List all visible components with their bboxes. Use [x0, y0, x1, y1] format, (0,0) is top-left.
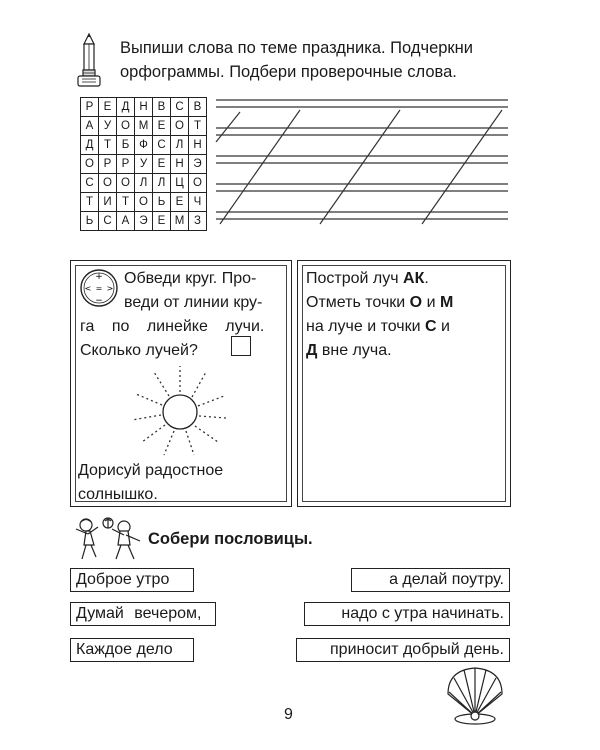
- writing-lines: [210, 92, 510, 242]
- letter-grid-row: [81, 155, 207, 174]
- ray-task-line3: на луче и точки С и: [306, 318, 450, 335]
- letter-grid-cell[interactable]: Т: [189, 117, 207, 136]
- letter-grid-cell[interactable]: Н: [189, 136, 207, 155]
- letter-grid-cell[interactable]: З: [189, 212, 207, 231]
- proverb-card-left-3[interactable]: Каждое дело: [70, 638, 194, 662]
- letter-grid-cell[interactable]: Е: [171, 193, 189, 212]
- letter-grid-cell[interactable]: Т: [99, 136, 117, 155]
- letter-grid-cell[interactable]: У: [99, 117, 117, 136]
- letter-grid-cell[interactable]: М: [171, 212, 189, 231]
- letter-grid-cell[interactable]: Л: [153, 174, 171, 193]
- letter-grid-cell[interactable]: А: [81, 117, 99, 136]
- letter-grid-cell[interactable]: Е: [153, 212, 171, 231]
- letter-grid-cell[interactable]: Е: [153, 117, 171, 136]
- svg-text:−: −: [95, 296, 103, 306]
- letter-grid-cell[interactable]: С: [81, 174, 99, 193]
- task1-instructions: [120, 36, 530, 84]
- letter-grid-cell[interactable]: Н: [135, 98, 153, 117]
- proverb-card-right-2[interactable]: надо с утра начинать.: [304, 602, 510, 626]
- children-playing-icon: [72, 515, 144, 570]
- letter-grid-cell[interactable]: О: [171, 117, 189, 136]
- letter-grid-row: [81, 136, 207, 155]
- circle-task-line2: веди от линии кру-: [124, 294, 263, 311]
- letter-grid-row: [81, 212, 207, 231]
- compass-icon: [79, 268, 119, 313]
- ray-task-line4: Д вне луча.: [306, 342, 392, 359]
- letter-grid-cell[interactable]: О: [81, 155, 99, 174]
- letter-grid-cell[interactable]: А: [117, 212, 135, 231]
- letter-grid-cell[interactable]: С: [153, 136, 171, 155]
- letter-grid-cell[interactable]: С: [99, 212, 117, 231]
- sun-icon: [120, 360, 230, 463]
- letter-grid-cell[interactable]: Б: [117, 136, 135, 155]
- letter-grid-cell[interactable]: В: [189, 98, 207, 117]
- letter-grid-cell[interactable]: Р: [99, 155, 117, 174]
- ray-count-answer-box[interactable]: [231, 336, 251, 356]
- letter-grid-cell[interactable]: О: [135, 193, 153, 212]
- letter-grid-cell[interactable]: Р: [117, 155, 135, 174]
- ray-task-line2: Отметь точки О и М: [306, 294, 454, 311]
- task1-line1: Выпиши слова по теме праздника. Подчеркни: [120, 39, 473, 57]
- letter-grid-cell[interactable]: Л: [135, 174, 153, 193]
- ray-task-line1: Построй луч АК.: [306, 270, 429, 287]
- proverb-card-right-1[interactable]: а делай поутру.: [351, 568, 510, 592]
- letter-grid-cell[interactable]: Н: [171, 155, 189, 174]
- letter-grid-cell[interactable]: Е: [153, 155, 171, 174]
- letter-grid-cell[interactable]: Э: [189, 155, 207, 174]
- letter-grid-cell[interactable]: Ц: [171, 174, 189, 193]
- letter-grid-cell[interactable]: Е: [99, 98, 117, 117]
- letter-grid-cell[interactable]: Р: [81, 98, 99, 117]
- letter-grid-cell[interactable]: Л: [171, 136, 189, 155]
- circle-task-line3: га по линейке лучи.: [80, 318, 265, 335]
- letter-grid-cell[interactable]: Д: [81, 136, 99, 155]
- letter-grid-row: [81, 98, 207, 117]
- letter-grid-cell[interactable]: Т: [81, 193, 99, 212]
- svg-text:=: =: [95, 284, 103, 293]
- letter-grid: [80, 97, 207, 231]
- proverb-card-right-3[interactable]: приносит добрый день.: [296, 638, 510, 662]
- letter-grid-cell[interactable]: Э: [135, 212, 153, 231]
- letter-grid-cell[interactable]: О: [189, 174, 207, 193]
- letter-grid-cell[interactable]: С: [171, 98, 189, 117]
- letter-grid-row: [81, 174, 207, 193]
- letter-grid-cell[interactable]: О: [99, 174, 117, 193]
- letter-grid-cell[interactable]: В: [153, 98, 171, 117]
- letter-grid-row: [81, 193, 207, 212]
- letter-grid-cell[interactable]: Ч: [189, 193, 207, 212]
- svg-text:>: >: [106, 284, 114, 293]
- draw-sun-line2: солнышко.: [78, 486, 158, 503]
- letter-grid-cell[interactable]: Ь: [153, 193, 171, 212]
- letter-grid-cell[interactable]: О: [117, 174, 135, 193]
- seashell-icon: [442, 664, 508, 731]
- letter-grid-cell[interactable]: Ф: [135, 136, 153, 155]
- proverb-card-left-2[interactable]: Думай вечером,: [70, 602, 216, 626]
- task3-title: Собери пословицы.: [148, 530, 313, 548]
- circle-task-question: Сколько лучей?: [80, 342, 198, 359]
- letter-grid-cell[interactable]: У: [135, 155, 153, 174]
- letter-grid-row: [81, 117, 207, 136]
- letter-grid-cell[interactable]: О: [117, 117, 135, 136]
- task1-line2: орфограммы. Подбери проверочные слова.: [120, 63, 457, 81]
- circle-task-line1: Обведи круг. Про-: [124, 270, 257, 287]
- page-number: 9: [284, 706, 293, 723]
- letter-grid-cell[interactable]: Д: [117, 98, 135, 117]
- letter-grid-cell[interactable]: Ь: [81, 212, 99, 231]
- pencil-icon: [74, 32, 104, 93]
- svg-text:<: <: [84, 284, 92, 293]
- draw-sun-line1: Дорисуй радостное: [78, 462, 224, 479]
- svg-text:+: +: [95, 272, 103, 282]
- proverb-card-left-1[interactable]: Доброе утро: [70, 568, 194, 592]
- letter-grid-cell[interactable]: Т: [117, 193, 135, 212]
- letter-grid-cell[interactable]: М: [135, 117, 153, 136]
- letter-grid-cell[interactable]: И: [99, 193, 117, 212]
